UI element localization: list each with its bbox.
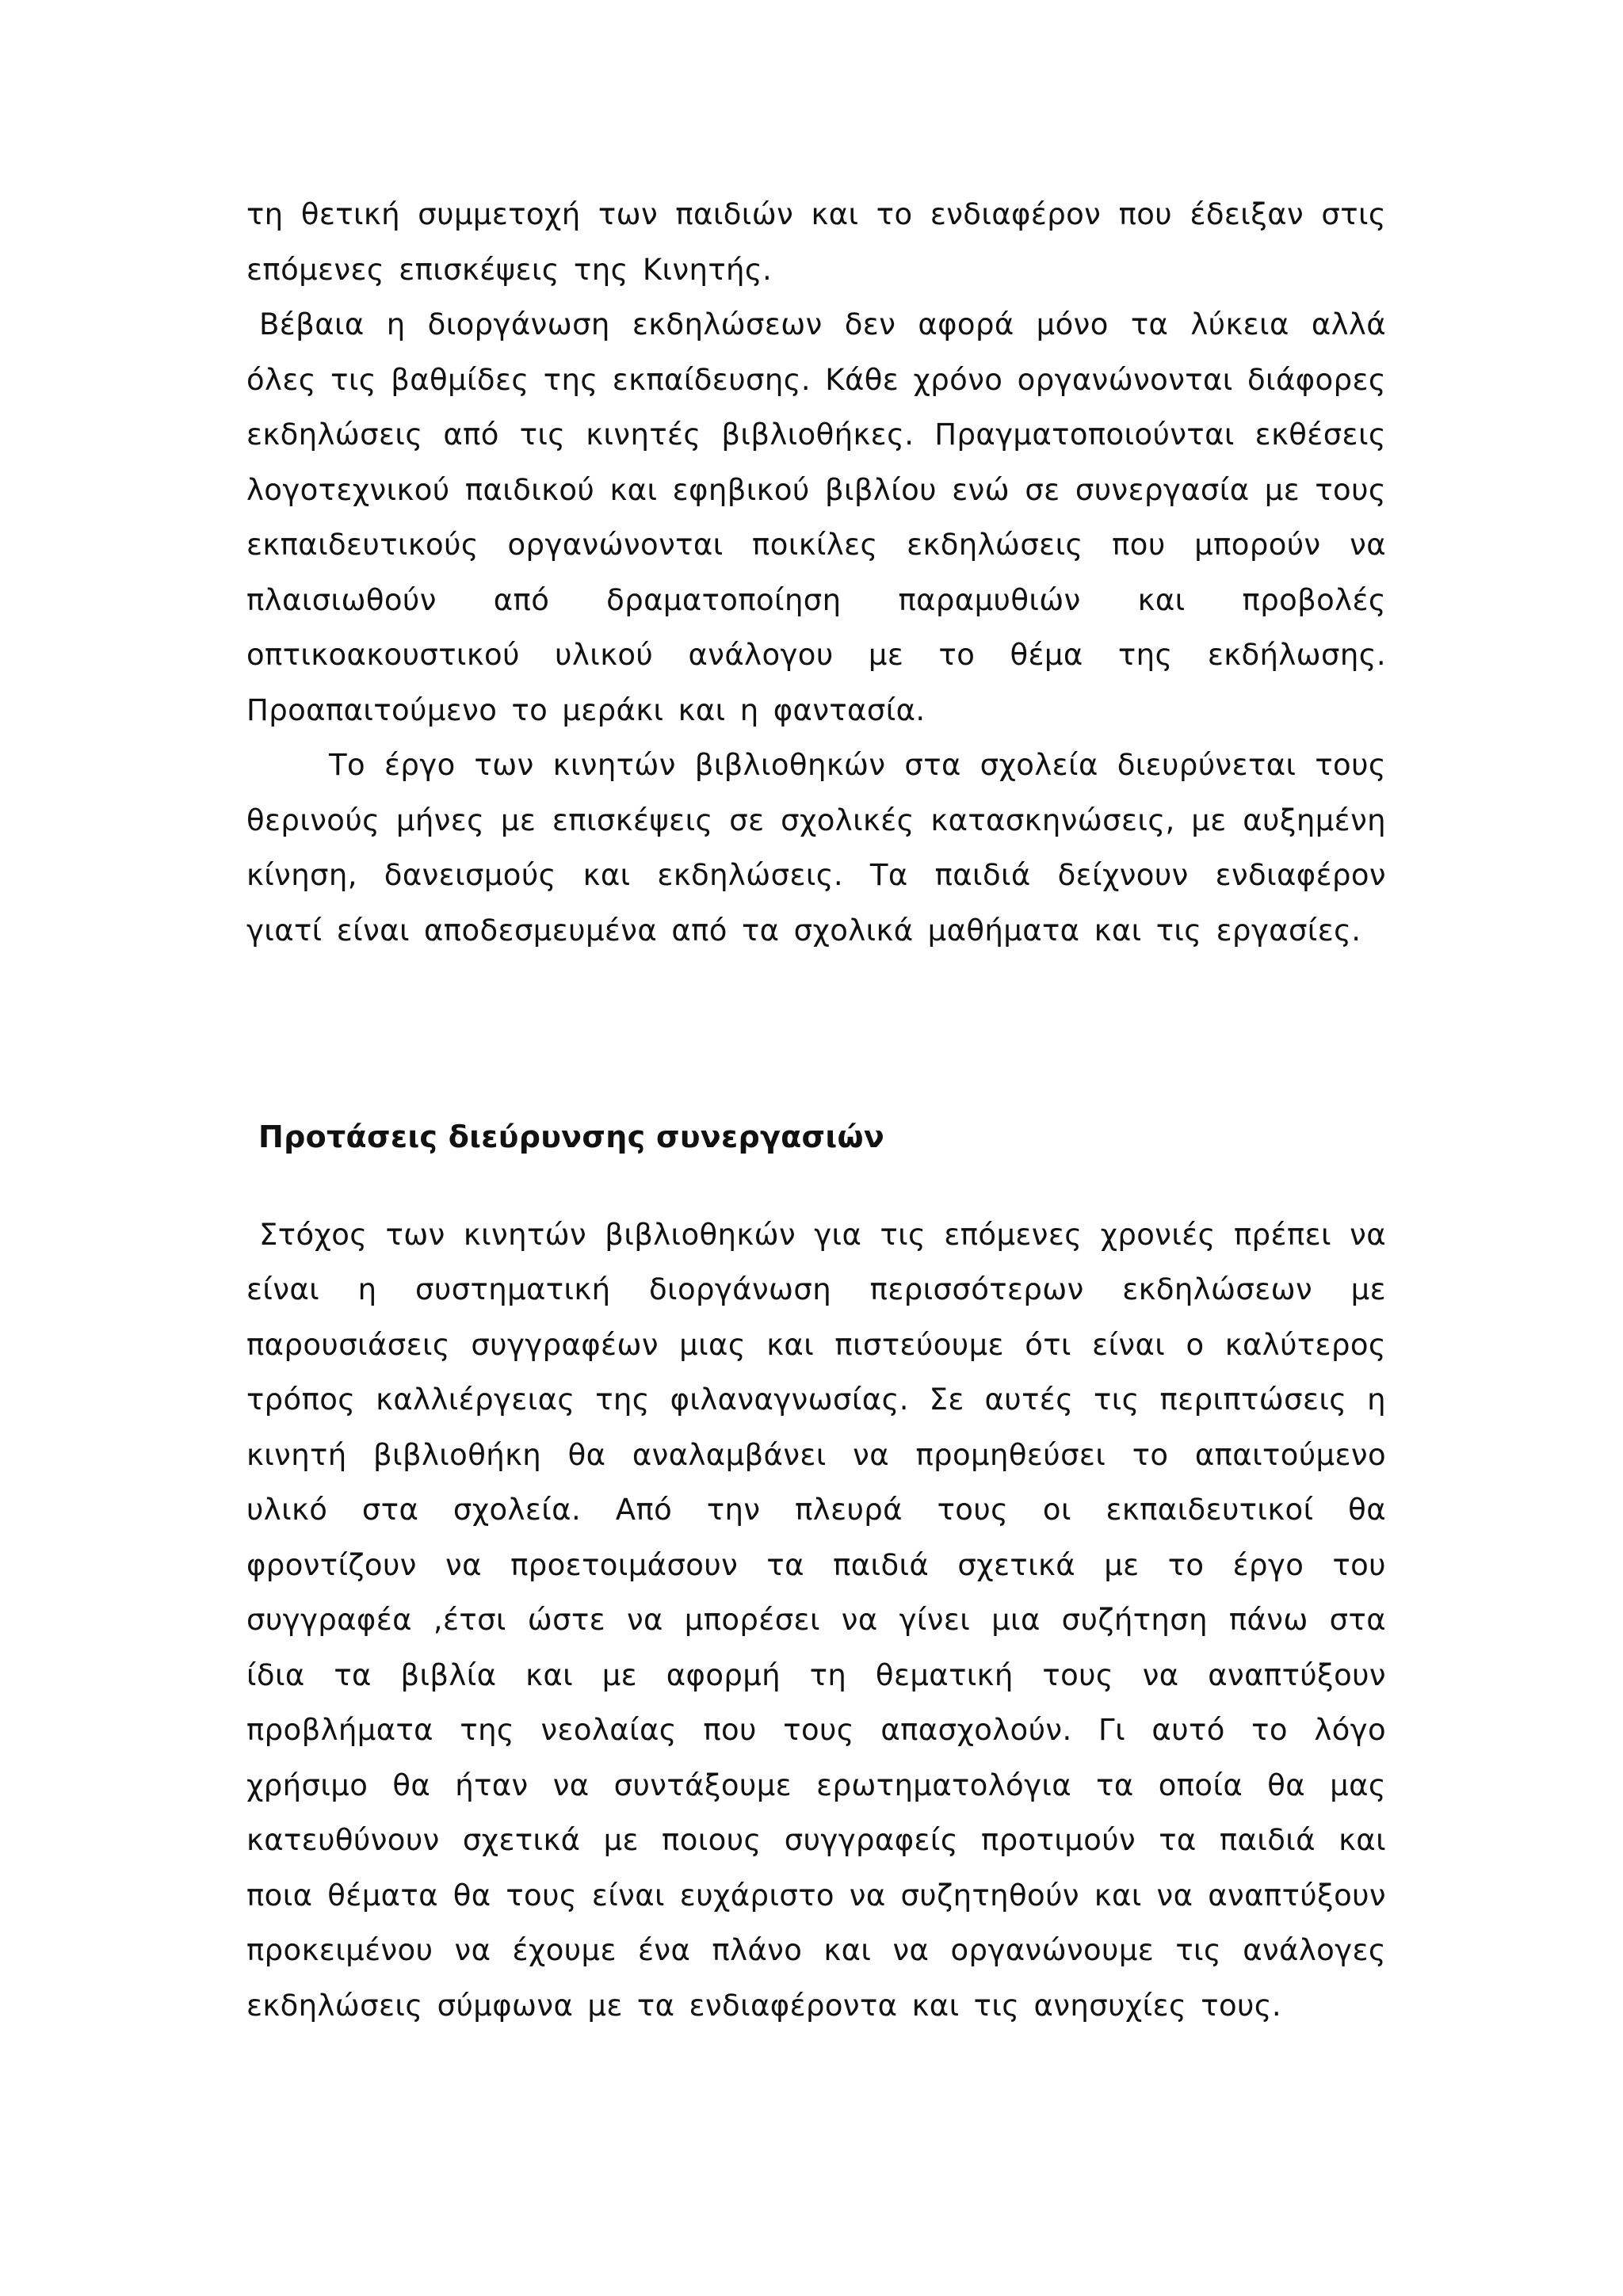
section-spacer [246,958,1386,1110]
section-heading: Προτάσεις διεύρυνσης συνεργασιών [258,1119,885,1154]
heading-spacer [246,1165,1386,1207]
paragraph-summer-work: Το έργο των κινητών βιβλιοθηκών στα σχολεία διευρύνεται τους θερινούς μήνες με επισκέψεις σε σχολικές κατασκηνώσεις, με αυξημένη κίνηση, δανεισμούς και εκδηλώσεις. Τα παιδιά δείχνουν ενδιαφέρον γιατί είναι αποδεσμευμένα από τα σχολικά μαθήματα και τις εργασίες. [246,748,1386,948]
document-page [246,187,1386,2033]
paragraph-proposals: Στόχος των κινητών βιβλιοθηκών για τις επόμενες χρονιές πρέπει να είναι η συστηματική διοργάνωση περισσότερων εκδηλώσεων με παρουσιάσεις συγγραφέων μιας και πιστεύουμε ότι είναι ο καλύτερος τρόπος καλλιέργειας της φιλαναγνωσίας. Σε αυτές τις περιπτώσεις η κινητή βιβλιοθήκη θα αναλαμβάνει να προμηθεύσει το απαιτούμενο υλικό στα σχολεία. Από την πλευρά τους οι εκπαιδευτικοί θα φροντίζουν να προετοιμάσουν τα παιδιά σχετικά με το έργο του συγγραφέα ,έτσι ώστε να μπορέσει να γίνει μια συζήτηση πάνω στα ίδια τα βιβλία και με αφορμή τη θεματική τους να αναπτύξουν προβλήματα της νεολαίας που τους απασχολούν. Γι αυτό το λόγο χρήσιμο θα ήταν να συντάξουμε ερωτηματολόγια τα οποία θα μας κατευθύνουν σχετικά με ποιους συγγραφείς προτιμούν τα παιδιά και ποια θέματα θα τους είναι ευχάριστο να συζητηθούν και να αναπτύξουν προκειμένου να έχουμε ένα πλάνο και να οργανώνουμε τις ανάλογες εκδηλώσεις σύμφωνα με τα ενδιαφέροντα και τις ανησυχίες τους. [246,1217,1386,2023]
paragraph-events: Βέβαια η διοργάνωση εκδηλώσεων δεν αφορά μόνο τα λύκεια αλλά όλες τις βαθμίδες της εκπαίδευσης. Κάθε χρόνο οργανώνονται διάφορες εκδηλώσεις από τις κινητές βιβλιοθήκες. Πραγματοποιούνται εκθέσεις λογοτεχνικού παιδικού και εφηβικού βιβλίου ενώ σε συνεργασία με τους εκπαιδευτικούς οργανώνονται ποικίλες εκδηλώσεις που μπορούν να πλαισιωθούν από δραματοποίηση παραμυθιών και προβολές οπτικοακουστικού υλικού ανάλογου με το θέμα της εκδήλωσης. Προαπαιτούμενο το μεράκι και η φαντασία. [246,307,1386,727]
paragraph-continuation: τη θετική συμμετοχή των παιδιών και το ενδιαφέρον που έδειξαν στις επόμενες επισκέψεις της Κινητής. [246,197,1386,287]
